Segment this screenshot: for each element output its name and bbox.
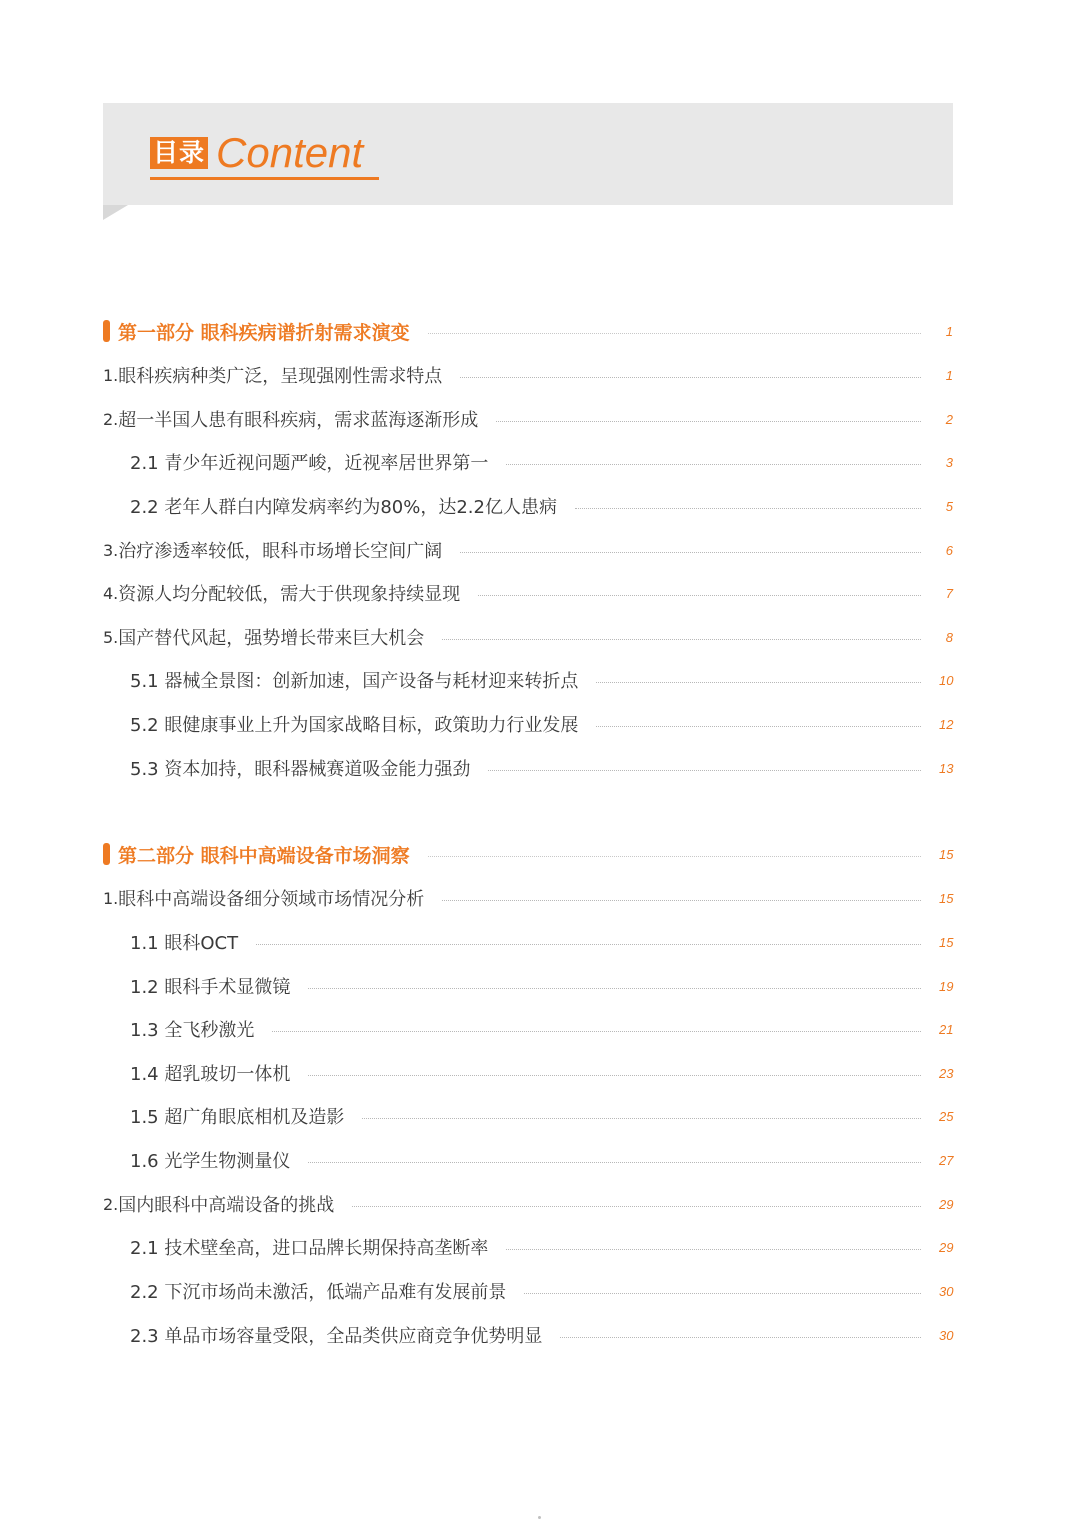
page-number: 10 bbox=[939, 672, 954, 688]
toc-label: 超一半国人患有眼科疾病，需求蓝海逐渐形成 bbox=[118, 410, 479, 431]
toc-sub-row[interactable] bbox=[103, 447, 953, 477]
page-number: 3 bbox=[945, 454, 953, 470]
toc-label: 2.2 下沉市场尚未激活，低端产品难有发展前景 bbox=[130, 1282, 507, 1303]
part-marker bbox=[103, 843, 110, 865]
dot-leader bbox=[272, 1031, 921, 1032]
page-number: 25 bbox=[939, 1108, 954, 1124]
page-number: 12 bbox=[939, 716, 954, 732]
toc-label: 5.1 器械全景图：创新加速，国产设备与耗材迎来转折点 bbox=[130, 671, 579, 692]
dot-leader bbox=[308, 1162, 921, 1163]
toc-sub-row[interactable] bbox=[103, 971, 953, 1001]
toc-section-row[interactable] bbox=[103, 883, 953, 913]
section-number: 1. bbox=[103, 888, 119, 908]
toc-label: 第二部分 眼科中高端设备市场洞察 bbox=[118, 844, 410, 867]
toc-label: 2.2 老年人群白内障发病率约为80%，达2.2亿人患病 bbox=[130, 497, 557, 518]
page-number: 29 bbox=[939, 1196, 954, 1212]
toc-label: 国内眼科中高端设备的挑战 bbox=[118, 1195, 335, 1216]
toc-label: 1.1 眼科OCT bbox=[130, 933, 239, 954]
toc-label: 第一部分 眼科疾病谱折射需求演变 bbox=[118, 321, 410, 344]
page-number: 15 bbox=[939, 934, 954, 950]
toc-sub-row[interactable] bbox=[103, 1058, 953, 1088]
toc-label: 1.5 超广角眼底相机及造影 bbox=[130, 1107, 345, 1128]
toc-label: 2.1 青少年近视问题严峻，近视率居世界第一 bbox=[130, 453, 489, 474]
toc-label: 1.4 超乳玻切一体机 bbox=[130, 1064, 291, 1085]
toc-sub-row[interactable] bbox=[103, 709, 953, 739]
page-number: 13 bbox=[939, 760, 954, 776]
dot-leader bbox=[460, 552, 921, 553]
toc-section-row[interactable] bbox=[103, 404, 953, 434]
toc-section-row[interactable] bbox=[103, 1189, 953, 1219]
toc-sub-row[interactable] bbox=[103, 1145, 953, 1175]
toc-label: 2.3 单品市场容量受限，全品类供应商竞争优势明显 bbox=[130, 1326, 543, 1347]
toc-label: 1.2 眼科手术显微镜 bbox=[130, 977, 291, 998]
dot-leader bbox=[496, 421, 921, 422]
dot-leader bbox=[560, 1337, 921, 1338]
title-cn: 目录 bbox=[150, 137, 208, 169]
dot-leader bbox=[308, 988, 921, 989]
dot-leader bbox=[478, 595, 921, 596]
dot-leader bbox=[488, 770, 921, 771]
page-number: 1 bbox=[945, 323, 953, 339]
toc-label: 1.6 光学生物测量仪 bbox=[130, 1151, 291, 1172]
toc-sub-row[interactable] bbox=[103, 1232, 953, 1262]
toc-part-row[interactable] bbox=[103, 839, 953, 869]
page-number: 15 bbox=[939, 890, 954, 906]
section-number: 3. bbox=[103, 540, 119, 560]
page-number: 30 bbox=[939, 1283, 954, 1299]
footer-dot bbox=[538, 1516, 541, 1519]
part-marker bbox=[103, 320, 110, 342]
toc-part-row[interactable] bbox=[103, 316, 953, 346]
dot-leader bbox=[428, 333, 921, 334]
dot-leader bbox=[506, 1249, 921, 1250]
page-number: 19 bbox=[939, 978, 954, 994]
page-number: 29 bbox=[939, 1239, 954, 1255]
section-number: 2. bbox=[103, 1194, 119, 1214]
toc-sub-row[interactable] bbox=[103, 753, 953, 783]
page-number: 5 bbox=[945, 498, 953, 514]
dot-leader bbox=[460, 377, 921, 378]
toc-sub-row[interactable] bbox=[103, 1014, 953, 1044]
toc-sub-row[interactable] bbox=[103, 1320, 953, 1350]
toc-label: 眼科疾病种类广泛，呈现强刚性需求特点 bbox=[118, 366, 443, 387]
toc-label: 5.3 资本加持，眼科器械赛道吸金能力强劲 bbox=[130, 759, 471, 780]
dot-leader bbox=[506, 464, 921, 465]
page-number: 21 bbox=[939, 1021, 954, 1037]
toc-label: 资源人均分配较低，需大于供现象持续显现 bbox=[118, 584, 461, 605]
page-number: 27 bbox=[939, 1152, 954, 1168]
toc-sub-row[interactable] bbox=[103, 1101, 953, 1131]
toc-sub-row[interactable] bbox=[103, 491, 953, 521]
dot-leader bbox=[596, 726, 921, 727]
dot-leader bbox=[352, 1206, 921, 1207]
page-number: 1 bbox=[945, 367, 953, 383]
section-number: 1. bbox=[103, 365, 119, 385]
section-number: 2. bbox=[103, 409, 119, 429]
dot-leader bbox=[575, 508, 921, 509]
section-number: 5. bbox=[103, 627, 119, 647]
dot-leader bbox=[256, 944, 921, 945]
toc-sub-row[interactable] bbox=[103, 927, 953, 957]
toc-label: 1.3 全飞秒激光 bbox=[130, 1020, 255, 1041]
title-en: Content bbox=[216, 129, 364, 176]
dot-leader bbox=[442, 900, 921, 901]
toc-label: 5.2 眼健康事业上升为国家战略目标，政策助力行业发展 bbox=[130, 715, 579, 736]
toc-section-row[interactable] bbox=[103, 535, 953, 565]
page-number: 7 bbox=[945, 585, 953, 601]
page-number: 8 bbox=[945, 629, 953, 645]
toc-label: 眼科中高端设备细分领域市场情况分析 bbox=[118, 889, 425, 910]
toc-label: 治疗渗透率较低，眼科市场增长空间广阔 bbox=[118, 541, 443, 562]
dot-leader bbox=[524, 1293, 921, 1294]
page-number: 6 bbox=[945, 542, 953, 558]
dot-leader bbox=[442, 639, 921, 640]
dot-leader bbox=[362, 1118, 921, 1119]
section-number: 4. bbox=[103, 583, 119, 603]
dot-leader bbox=[596, 682, 921, 683]
page-number: 15 bbox=[939, 846, 954, 862]
toc-label: 2.1 技术壁垒高，进口品牌长期保持高垄断率 bbox=[130, 1238, 489, 1259]
toc-section-row[interactable] bbox=[103, 578, 953, 608]
toc-label: 国产替代风起，强势增长带来巨大机会 bbox=[118, 628, 425, 649]
dot-leader bbox=[428, 856, 921, 857]
page-number: 2 bbox=[945, 411, 953, 427]
toc-sub-row[interactable] bbox=[103, 665, 953, 695]
toc-section-row[interactable] bbox=[103, 360, 953, 390]
page-number: 23 bbox=[939, 1065, 954, 1081]
toc-sub-row[interactable] bbox=[103, 1276, 953, 1306]
header-fold bbox=[103, 205, 128, 220]
title-underline bbox=[150, 177, 379, 180]
page-number: 30 bbox=[939, 1327, 954, 1343]
toc-section-row[interactable] bbox=[103, 622, 953, 652]
page-title bbox=[150, 129, 364, 176]
dot-leader bbox=[308, 1075, 921, 1076]
